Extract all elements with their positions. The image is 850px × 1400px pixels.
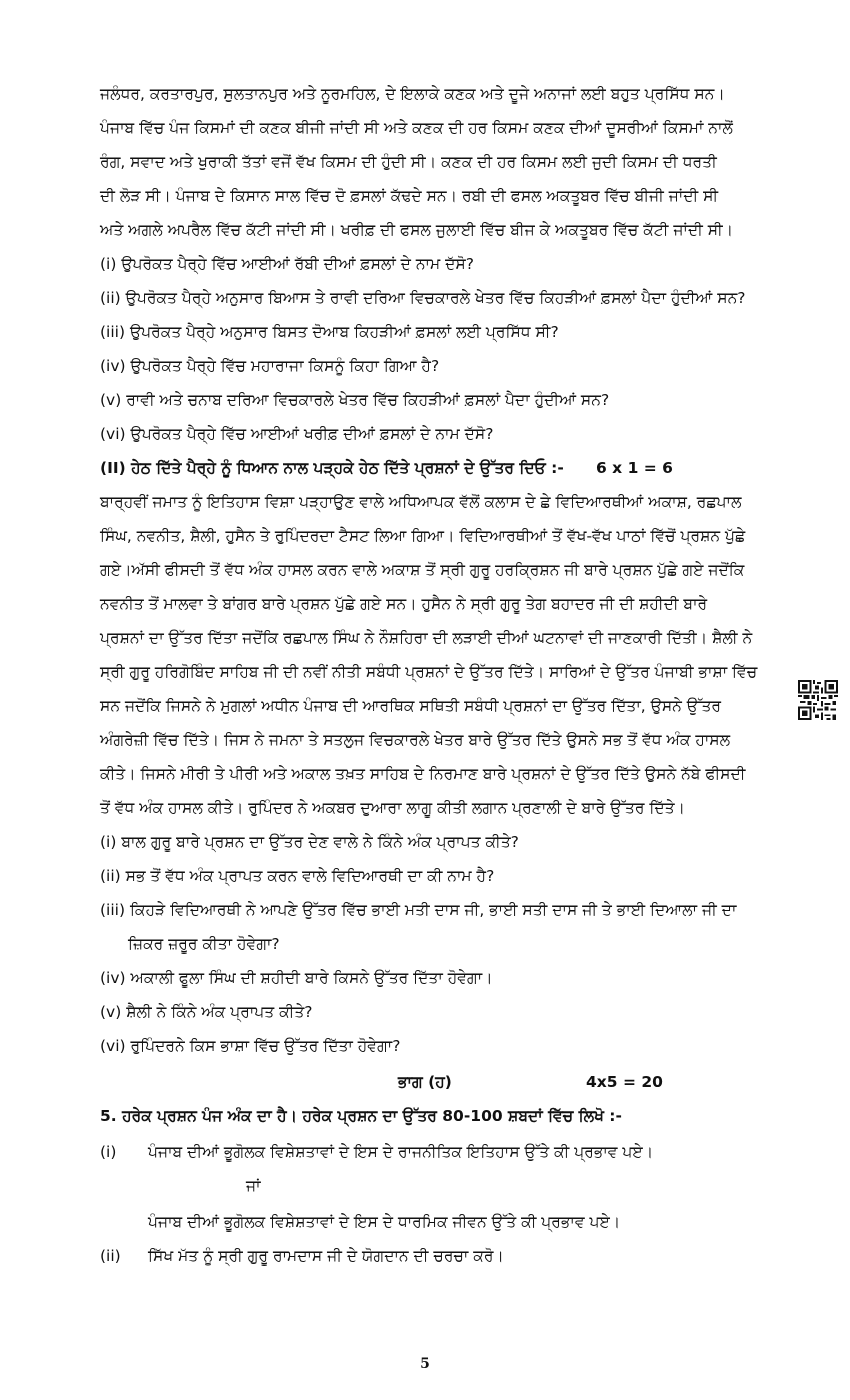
paragraph-2-line: ਸਨ ਜਦੋਂਕਿ ਜਿਸਨੇ ਨੇ ਮੁਗਲਾਂ ਅਧੀਨ ਪੰਜਾਬ ਦੀ ਆਰਥਿਕ ਸਥਿਤੀ ਸਬੰਧੀ ਪ੍ਰਸ਼ਨਾਂ ਦਾ ਉੱਤਰ ਦਿੱਤਾ, ਉਸਨੇ ਉੱਤਰ [100,697,721,715]
question-item: (vi) ਰੁਪਿੰਦਰਨੇ ਕਿਸ ਭਾਸ਼ਾ ਵਿੱਚ ਉੱਤਰ ਦਿੱਤਾ ਹੋਵੇਗਾ? [100,1037,401,1055]
paragraph-1-line: ਰੰਗ, ਸਵਾਦ ਅਤੇ ਖੁਰਾਕੀ ਤੱਤਾਂ ਵਜੋਂ ਵੱਖ ਕਿਸਮ ਦੀ ਹੁੰਦੀ ਸੀ। ਕਣਕ ਦੀ ਹਰ ਕਿਸਮ ਲਈ ਜੁਦੀ ਕਿਸਮ ਦੀ ਧਰਤੀ [100,153,717,171]
or-label: ਜਾਂ [246,1177,261,1195]
paragraph-1-line: ਅਤੇ ਅਗਲੇ ਅਪਰੈਲ ਵਿੱਚ ਕੱਟੀ ਜਾਂਦੀ ਸੀ। ਖਰੀਫ਼ ਦੀ ਫਸਲ ਜੁਲਾਈ ਵਿੱਚ ਬੀਜ ਕੇ ਅਕਤੂਬਰ ਵਿੱਚ ਕੱਟੀ ਜਾਂਦੀ ਸੀ। [100,221,734,239]
paragraph-2-line: ਗਏ।ਅੱਸੀ ਫੀਸਦੀ ਤੋਂ ਵੱਧ ਅੰਕ ਹਾਸਲ ਕਰਨ ਵਾਲੇ ਅਕਾਸ਼ ਤੋਂ ਸ੍ਰੀ ਗੁਰੂ ਹਰਕ੍ਰਿਸ਼ਨ ਜੀ ਬਾਰੇ ਪ੍ਰਸ਼ਨ ਪੁੱਛੇ ਗਏ ਜਦੋਂਕਿ [100,561,745,579]
paragraph-2-line: ਪ੍ਰਸ਼ਨਾਂ ਦਾ ਉੱਤਰ ਦਿੱਤਾ ਜਦੋਂਕਿ ਰਛਪਾਲ ਸਿੰਘ ਨੇ ਨੌਸ਼ਹਿਰਾ ਦੀ ਲੜਾਈ ਦੀਆਂ ਘਟਨਾਵਾਂ ਦੀ ਜਾਣਕਾਰੀ ਦਿੱਤੀ। ਸ਼ੈਲੀ ਨੇ [100,629,753,647]
paragraph-1-line: ਦੀ ਲੋੜ ਸੀ। ਪੰਜਾਬ ਦੇ ਕਿਸਾਨ ਸਾਲ ਵਿੱਚ ਦੋ ਫ਼ਸਲਾਂ ਕੱਢਦੇ ਸਨ। ਰਬੀ ਦੀ ਫਸਲ ਅਕਤੂਬਰ ਵਿੱਚ ਬੀਜੀ ਜਾਂਦੀ ਸੀ [100,187,719,205]
paragraph-2-line: ਸਿੰਘ, ਨਵਨੀਤ, ਸ਼ੈਲੀ, ਹੁਸੈਨ ਤੇ ਰੁਪਿੰਦਰਦਾ ਟੈਸਟ ਲਿਆ ਗਿਆ। ਵਿਦਿਆਰਥੀਆਂ ਤੋਂ ਵੱਖ-ਵੱਖ ਪਾਠਾਂ ਵਿੱਚੋਂ ਪ੍ਰਸ਼ਨ ਪੁੱਛੇ [100,527,746,545]
paragraph-2-line: ਬਾਰ੍ਹਵੀਂ ਜਮਾਤ ਨੂੰ ਇਤਿਹਾਸ ਵਿਸ਼ਾ ਪੜ੍ਹਾਉਣ ਵਾਲੇ ਅਧਿਆਪਕ ਵੱਲੋਂ ਕਲਾਸ ਦੇ ਛੇ ਵਿਦਿਆਰਥੀਆਂ ਅਕਾਸ਼, ਰਛਪਾਲ [100,493,742,511]
paragraph-1-line: ਜਲੰਧਰ, ਕਰਤਾਰਪੁਰ, ਸੁਲਤਾਨਪੁਰ ਅਤੇ ਨੂਰਮਹਿਲ, ਦੇ ਇਲਾਕੇ ਕਣਕ ਅਤੇ ਦੂਜੇ ਅਨਾਜਾਂ ਲਈ ਬਹੁਤ ਪ੍ਰਸਿੱਧ ਸਨ। [100,85,725,103]
question-item: (v) ਸ਼ੈਲੀ ਨੇ ਕਿੰਨੇ ਅੰਕ ਪ੍ਰਾਪਤ ਕੀਤੇ? [100,1003,313,1021]
question-5-heading: 5. ਹਰੇਕ ਪ੍ਰਸ਼ਨ ਪੰਜ ਅੰਕ ਦਾ ਹੈ। ਹਰੇਕ ਪ੍ਰਸ਼ਨ ਦਾ ਉੱਤਰ 80-100 ਸ਼ਬਦਾਂ ਵਿੱਚ ਲਿਖੋ :- [100,1107,622,1125]
question-item: (iv) ਉਪਰੋਕਤ ਪੈਰ੍ਹੇ ਵਿੱਚ ਮਹਾਰਾਜਾ ਕਿਸਨੂੰ ਕਿਹਾ ਗਿਆ ਹੈ? [100,357,440,375]
paragraph-2-line: ਸ੍ਰੀ ਗੁਰੂ ਹਰਿਗੋਬਿੰਦ ਸਾਹਿਬ ਜੀ ਦੀ ਨਵੀਂ ਨੀਤੀ ਸਬੰਧੀ ਪ੍ਰਸ਼ਨਾਂ ਦੇ ਉੱਤਰ ਦਿੱਤੇ। ਸਾਰਿਆਂ ਦੇ ਉੱਤਰ ਪੰਜਾਬੀ ਭਾਸ਼ਾ ਵਿੱਚ [100,663,758,681]
question-item: (vi) ਉਪਰੋਕਤ ਪੈਰ੍ਹੇ ਵਿੱਚ ਆਈਆਂ ਖਰੀਫ਼ ਦੀਆਂ ਫ਼ਸਲਾਂ ਦੇ ਨਾਮ ਦੱਸੋ? [100,425,494,443]
paragraph-2-line: ਤੋਂ ਵੱਧ ਅੰਕ ਹਾਸਲ ਕੀਤੇ। ਰੁਪਿੰਦਰ ਨੇ ਅਕਬਰ ਦੁਆਰਾ ਲਾਗੂ ਕੀਤੀ ਲਗਾਨ ਪ੍ਰਣਾਲੀ ਦੇ ਬਾਰੇ ਉੱਤਰ ਦਿੱਤੇ। [100,799,686,817]
question-5-item-text: ਪੰਜਾਬ ਦੀਆਂ ਭੂਗੋਲਕ ਵਿਸ਼ੇਸ਼ਤਾਵਾਂ ਦੇ ਇਸ ਦੇ ਧਾਰਮਿਕ ਜੀਵਨ ਉੱਤੇ ਕੀ ਪ੍ਰਭਾਵ ਪਏ। [148,1213,621,1231]
section-2-heading: (II) ਹੇਠ ਦਿੱਤੇ ਪੈਰ੍ਹੇ ਨੂੰ ਧਿਆਨ ਨਾਲ ਪੜ੍ਹਕੇ ਹੇਠ ਦਿੱਤੇ ਪ੍ਰਸ਼ਨਾਂ ਦੇ ਉੱਤਰ ਦਿਓ :- [100,459,564,477]
page-number: 5 [420,1356,430,1372]
question-item: (v) ਰਾਵੀ ਅਤੇ ਚਨਾਬ ਦਰਿਆ ਵਿਚਕਾਰਲੇ ਖੇਤਰ ਵਿੱਚ ਕਿਹੜੀਆਂ ਫ਼ਸਲਾਂ ਪੈਦਾ ਹੁੰਦੀਆਂ ਸਨ? [100,391,610,409]
question-item: (iv) ਅਕਾਲੀ ਫੂਲਾ ਸਿੰਘ ਦੀ ਸ਼ਹੀਦੀ ਬਾਰੇ ਕਿਸਨੇ ਉੱਤਰ ਦਿੱਤਾ ਹੋਵੇਗਾ। [100,969,493,987]
question-5-item-number: (i) [100,1143,117,1161]
paragraph-2-line: ਨਵਨੀਤ ਤੋਂ ਮਾਲਵਾ ਤੇ ਬਾਂਗਰ ਬਾਰੇ ਪ੍ਰਸ਼ਨ ਪੁੱਛੇ ਗਏ ਸਨ। ਹੁਸੈਨ ਨੇ ਸ੍ਰੀ ਗੁਰੂ ਤੇਗ ਬਹਾਦਰ ਜੀ ਦੀ ਸ਼ਹੀਦੀ ਬਾਰੇ [100,595,708,613]
question-5-item-text: ਸਿੱਖ ਮੱਤ ਨੂੰ ਸ੍ਰੀ ਗੁਰੂ ਰਾਮਦਾਸ ਜੀ ਦੇ ਯੋਗਦਾਨ ਦੀ ਚਰਚਾ ਕਰੋ। [148,1247,504,1265]
paragraph-1-line: ਪੰਜਾਬ ਵਿੱਚ ਪੰਜ ਕਿਸਮਾਂ ਦੀ ਕਣਕ ਬੀਜੀ ਜਾਂਦੀ ਸੀ ਅਤੇ ਕਣਕ ਦੀ ਹਰ ਕਿਸਮ ਕਣਕ ਦੀਆਂ ਦੂਸਰੀਆਂ ਕਿਸਮਾਂ ਨਾਲੋਂ [100,119,733,137]
question-item-continuation: ਜ਼ਿਕਰ ਜ਼ਰੂਰ ਕੀਤਾ ਹੋਵੇਗਾ? [128,935,280,953]
question-item: (iii) ਉਪਰੋਕਤ ਪੈਰ੍ਹੇ ਅਨੁਸਾਰ ਬਿਸਤ ਦੋਆਬ ਕਿਹੜੀਆਂ ਫ਼ਸਲਾਂ ਲਈ ਪ੍ਰਸਿੱਧ ਸੀ? [100,323,559,341]
question-item: (ii) ਸਭ ਤੋਂ ਵੱਧ ਅੰਕ ਪ੍ਰਾਪਤ ਕਰਨ ਵਾਲੇ ਵਿਦਿਆਰਥੀ ਦਾ ਕੀ ਨਾਮ ਹੈ? [100,867,495,885]
question-item: (ii) ਉਪਰੋਕਤ ਪੈਰ੍ਹੇ ਅਨੁਸਾਰ ਬਿਆਸ ਤੇ ਰਾਵੀ ਦਰਿਆ ਵਿਚਕਾਰਲੇ ਖੇਤਰ ਵਿੱਚ ਕਿਹੜੀਆਂ ਫ਼ਸਲਾਂ ਪੈਦਾ ਹੁੰਦੀਆਂ ਸਨ? [100,289,746,307]
question-5-item-number: (ii) [100,1247,121,1265]
question-item: (i) ਬਾਲ ਗੁਰੂ ਬਾਰੇ ਪ੍ਰਸ਼ਨ ਦਾ ਉੱਤਰ ਦੇਣ ਵਾਲੇ ਨੇ ਕਿੰਨੇ ਅੰਕ ਪ੍ਰਾਪਤ ਕੀਤੇ? [100,833,519,851]
question-5-item-text: ਪੰਜਾਬ ਦੀਆਂ ਭੂਗੋਲਕ ਵਿਸ਼ੇਸ਼ਤਾਵਾਂ ਦੇ ਇਸ ਦੇ ਰਾਜਨੀਤਿਕ ਇਤਿਹਾਸ ਉੱਤੇ ਕੀ ਪ੍ਰਭਾਵ ਪਏ। [148,1143,654,1161]
part-label: ਭਾਗ (ਹ) [398,1073,452,1091]
paragraph-2-line: ਅੰਗਰੇਜ਼ੀ ਵਿੱਚ ਦਿੱਤੇ। ਜਿਸ ਨੇ ਜਮਨਾ ਤੇ ਸਤਲੁਜ ਵਿਚਕਾਰਲੇ ਖੇਤਰ ਬਾਰੇ ਉੱਤਰ ਦਿੱਤੇ ਉਸਨੇ ਸਭ ਤੋਂ ਵੱਧ ਅੰਕ ਹਾਸਲ [100,731,731,749]
qr-code-icon [798,680,838,720]
question-item: (i) ਉਪਰੋਕਤ ਪੈਰ੍ਹੇ ਵਿੱਚ ਆਈਆਂ ਰੱਬੀ ਦੀਆਂ ਫ਼ਸਲਾਂ ਦੇ ਨਾਮ ਦੱਸੋ? [100,255,474,273]
part-marks: 4x5 = 20 [586,1073,663,1091]
question-item: (iii) ਕਿਹੜੇ ਵਿਦਿਆਰਥੀ ਨੇ ਆਪਣੇ ਉੱਤਰ ਵਿੱਚ ਭਾਈ ਮਤੀ ਦਾਸ ਜੀ, ਭਾਈ ਸਤੀ ਦਾਸ ਜੀ ਤੇ ਭਾਈ ਦਿਆਲਾ ਜੀ ਦਾ [100,901,737,919]
paragraph-2-line: ਕੀਤੇ। ਜਿਸਨੇ ਮੀਰੀ ਤੇ ਪੀਰੀ ਅਤੇ ਅਕਾਲ ਤਖ਼ਤ ਸਾਹਿਬ ਦੇ ਨਿਰਮਾਣ ਬਾਰੇ ਪ੍ਰਸ਼ਨਾਂ ਦੇ ਉੱਤਰ ਦਿੱਤੇ ਉਸਨੇ ਨੱਬੇ ਫੀਸਦੀ [100,765,746,783]
section-2-marks: 6 x 1 = 6 [596,459,673,477]
